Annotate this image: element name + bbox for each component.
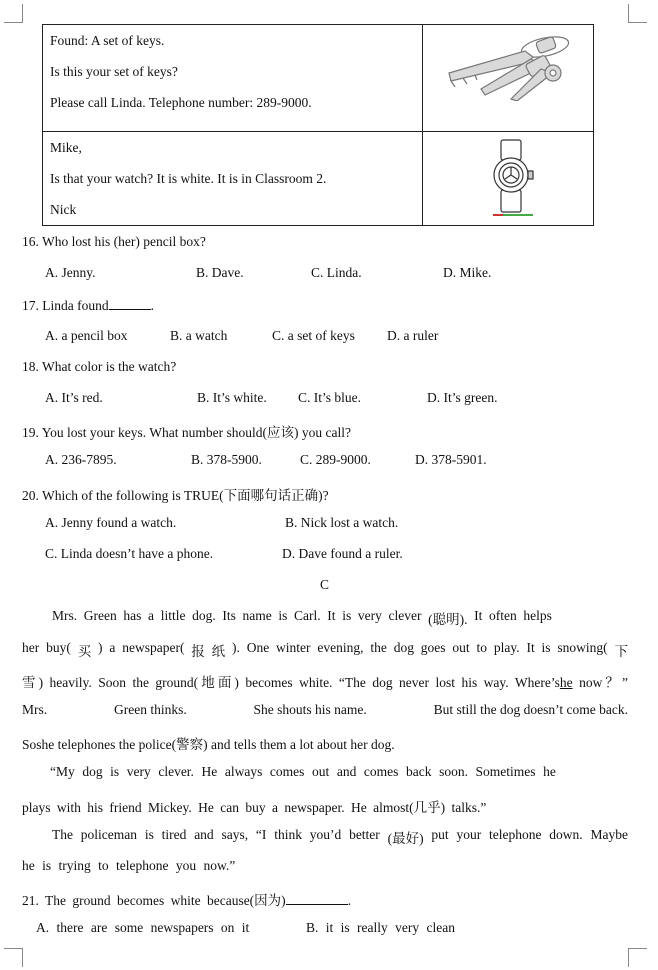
passage-word: It bbox=[526, 640, 535, 655]
passage-word: Carl. bbox=[294, 608, 321, 623]
answer-option: B. 378-5900. bbox=[191, 452, 262, 467]
passage-word: very bbox=[126, 764, 151, 779]
question-stem: 21. The ground becomes white because(因为) . bbox=[22, 893, 352, 908]
passage-word: out bbox=[452, 640, 470, 655]
answer-option: B. Dave. bbox=[196, 265, 244, 280]
passage-word: little bbox=[160, 608, 186, 623]
crop-mark-top-left bbox=[4, 4, 23, 23]
passage-word: clever. bbox=[158, 764, 194, 779]
answer-option: B. it is really very clean bbox=[306, 920, 455, 935]
passage-word: clever bbox=[388, 608, 422, 623]
notice-row-keys bbox=[43, 25, 594, 132]
passage-word: dog. bbox=[192, 608, 216, 623]
answer-option: A. there are some newspapers on it bbox=[36, 920, 250, 935]
answer-option: A. It’s red. bbox=[45, 390, 103, 405]
answer-option: B. a watch bbox=[170, 328, 228, 343]
passage-word: goes bbox=[420, 640, 446, 655]
passage-word: and bbox=[336, 764, 357, 779]
section-heading: C bbox=[320, 577, 330, 592]
notice-line: Is this your set of keys? bbox=[50, 64, 178, 79]
answer-option: C. 289-9000. bbox=[300, 452, 371, 467]
passage-word: buy( bbox=[46, 640, 71, 655]
passage-word: Mrs. bbox=[52, 608, 78, 623]
passage-word: Green bbox=[83, 608, 117, 623]
answer-option: B. Nick lost a watch. bbox=[285, 515, 399, 530]
passage-word: snowing( bbox=[557, 640, 608, 655]
passage-word: He bbox=[201, 764, 218, 779]
passage-word: put bbox=[431, 827, 449, 842]
question-stem: 19. You lost your keys. What number should(应该) you call? bbox=[22, 425, 351, 440]
passage-word: out bbox=[312, 764, 330, 779]
passage-word: (最好) bbox=[387, 831, 424, 846]
answer-option: D. It’s green. bbox=[427, 390, 498, 405]
answer-blank[interactable] bbox=[286, 892, 348, 905]
notice-image-cell bbox=[423, 25, 594, 132]
question-stem: 17. Linda found . bbox=[22, 298, 154, 313]
passage-word: 纸 bbox=[211, 644, 226, 659]
passage-word: is bbox=[110, 764, 120, 779]
notice-line: Nick bbox=[50, 202, 77, 217]
passage-word: very bbox=[357, 608, 382, 623]
notice-line: Is that your watch? It is white. It is in Classroom 2. bbox=[50, 171, 327, 186]
passage-word: It bbox=[474, 608, 483, 623]
passage-word: Sometimes bbox=[475, 764, 536, 779]
passage-word: 买 bbox=[77, 644, 92, 659]
answer-option: A. Jenny found a watch. bbox=[45, 515, 177, 530]
passage-word: dog bbox=[393, 640, 414, 655]
passage-word: “My bbox=[50, 764, 75, 779]
passage-word: newspaper( bbox=[122, 640, 185, 655]
passage-word: down. bbox=[549, 827, 583, 842]
crop-mark-top-right bbox=[628, 4, 647, 23]
passage-word: (聪明). bbox=[428, 612, 468, 627]
answer-option: D. Mike. bbox=[443, 265, 492, 280]
passage-word: dog bbox=[82, 764, 103, 779]
passage-word: think bbox=[274, 827, 302, 842]
passage-word: policeman bbox=[80, 827, 138, 842]
passage-word: says, bbox=[221, 827, 249, 842]
passage-word: ) bbox=[98, 640, 103, 655]
notice-text-cell bbox=[43, 132, 423, 226]
passage-word: comes bbox=[269, 764, 305, 779]
passage-word: play. bbox=[493, 640, 520, 655]
answer-option: D. a ruler bbox=[387, 328, 439, 343]
passage-word: the bbox=[370, 640, 387, 655]
passage-word: is bbox=[144, 827, 154, 842]
passage-line: he is trying to telephone you now.” bbox=[22, 858, 236, 873]
answer-option: C. a set of keys bbox=[272, 328, 355, 343]
notice-line: Mike, bbox=[50, 140, 82, 155]
passage-word: soon. bbox=[439, 764, 468, 779]
passage-line: plays with his friend Mickey. He can buy a newspaper. He almost(几乎) talks.” bbox=[22, 800, 487, 815]
question-stem: 20. Which of the following is TRUE(下面哪句话正确)? bbox=[22, 488, 329, 503]
passage-word: is bbox=[342, 608, 352, 623]
passage-word: One bbox=[246, 640, 270, 655]
passage-word: comes bbox=[363, 764, 399, 779]
passage-word: winter bbox=[276, 640, 311, 655]
passage-word: better bbox=[349, 827, 380, 842]
crop-mark-bottom-right bbox=[628, 948, 647, 967]
passage-word: Maybe bbox=[590, 827, 628, 842]
answer-option: D. Dave found a ruler. bbox=[282, 546, 403, 561]
passage-line: 雪) heavily. Soon the ground(地面) becomes white. “The dog never lost his way. Where’she now？” bbox=[22, 675, 628, 690]
passage-word: her bbox=[22, 640, 40, 655]
passage-word: 下 bbox=[614, 644, 628, 659]
answer-option: A. 236-7895. bbox=[45, 452, 117, 467]
passage-line bbox=[50, 764, 556, 780]
passage-word: is bbox=[541, 640, 551, 655]
passage-word: telephone bbox=[489, 827, 542, 842]
question-stem: 16. Who lost his (her) pencil box? bbox=[22, 234, 206, 249]
notice-line: Found: A set of keys. bbox=[50, 33, 165, 48]
answer-option: A. a pencil box bbox=[45, 328, 128, 343]
passage-word: a bbox=[109, 640, 116, 655]
passage-word: always bbox=[224, 764, 263, 779]
passage-word: ). bbox=[231, 640, 240, 655]
passage-word: your bbox=[456, 827, 482, 842]
passage-word: has bbox=[123, 608, 142, 623]
passage-line: Mrs. Green thinks. She shouts his name. But still the dog doesn’t come back. bbox=[22, 702, 628, 717]
passage-word: The bbox=[52, 827, 73, 842]
passage-word: 报 bbox=[191, 644, 205, 659]
notice-row-watch bbox=[43, 132, 594, 226]
answer-blank[interactable] bbox=[109, 297, 151, 310]
passage-word: “I bbox=[255, 827, 267, 842]
passage-word: he bbox=[543, 764, 556, 779]
notice-line: Please call Linda. Telephone number: 289-9000. bbox=[50, 95, 312, 110]
passage-word: is bbox=[278, 608, 288, 623]
crop-mark-bottom-left bbox=[4, 948, 23, 967]
passage-word: a bbox=[148, 608, 155, 623]
answer-option: C. Linda. bbox=[311, 265, 362, 280]
passage-word: back bbox=[406, 764, 432, 779]
passage-line: Soshe telephones the police(警察) and tells them a lot about her dog. bbox=[22, 737, 395, 752]
notice-text-cell bbox=[43, 25, 423, 132]
answer-option: C. It’s blue. bbox=[298, 390, 361, 405]
notice-table bbox=[42, 24, 594, 226]
passage-line bbox=[52, 608, 552, 628]
answer-option: C. Linda doesn’t have a phone. bbox=[45, 546, 214, 561]
keys-icon bbox=[441, 29, 576, 101]
passage-word: helps bbox=[523, 608, 552, 623]
passage-word: you’d bbox=[309, 827, 342, 842]
passage-word: evening, bbox=[317, 640, 364, 655]
notice-image-cell bbox=[423, 132, 594, 226]
passage-line bbox=[52, 827, 628, 847]
passage-word: It bbox=[327, 608, 336, 623]
passage-word: often bbox=[489, 608, 517, 623]
passage-word: Its bbox=[222, 608, 236, 623]
answer-option: A. Jenny. bbox=[45, 265, 96, 280]
passage-word: tired bbox=[161, 827, 187, 842]
passage-word: name bbox=[242, 608, 272, 623]
answer-option: D. 378-5901. bbox=[415, 452, 487, 467]
passage-word: to bbox=[476, 640, 488, 655]
watch-icon bbox=[485, 138, 541, 218]
passage-line bbox=[22, 640, 628, 660]
answer-option: B. It’s white. bbox=[197, 390, 267, 405]
question-stem: 18. What color is the watch? bbox=[22, 359, 177, 374]
passage-word: and bbox=[194, 827, 214, 842]
